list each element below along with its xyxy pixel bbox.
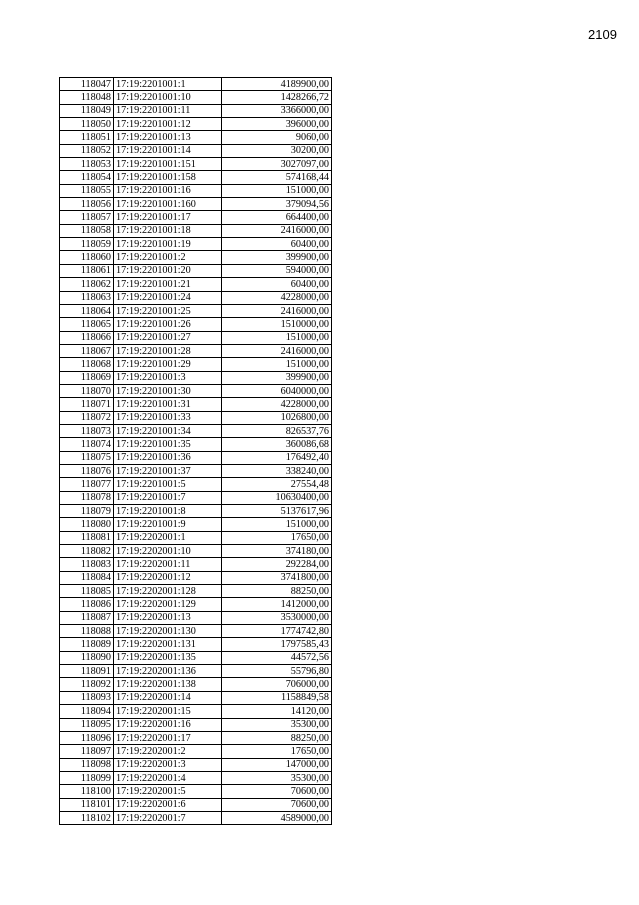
cadastral-value-cell: 147000,00 xyxy=(222,758,332,771)
cadastral-number-cell: 17:19:2202001:11 xyxy=(114,558,222,571)
cadastral-number-cell: 17:19:2201001:3 xyxy=(114,371,222,384)
table-row xyxy=(60,438,332,451)
row-number-cell: 118073 xyxy=(60,424,114,437)
row-number-cell: 118097 xyxy=(60,745,114,758)
row-number-cell: 118057 xyxy=(60,211,114,224)
cadastral-value-cell: 17650,00 xyxy=(222,531,332,544)
table-row xyxy=(60,531,332,544)
row-number-cell: 118052 xyxy=(60,144,114,157)
cadastral-number-cell: 17:19:2201001:33 xyxy=(114,411,222,424)
cadastral-number-cell: 17:19:2202001:10 xyxy=(114,545,222,558)
cadastral-number-cell: 17:19:2202001:4 xyxy=(114,771,222,784)
row-number-cell: 118072 xyxy=(60,411,114,424)
cadastral-number-cell: 17:19:2202001:12 xyxy=(114,571,222,584)
cadastral-number-cell: 17:19:2202001:6 xyxy=(114,798,222,811)
cadastral-value-cell: 151000,00 xyxy=(222,518,332,531)
cadastral-number-cell: 17:19:2202001:16 xyxy=(114,718,222,731)
table-row xyxy=(60,384,332,397)
cadastral-value-cell: 3530000,00 xyxy=(222,611,332,624)
cadastral-number-cell: 17:19:2202001:14 xyxy=(114,691,222,704)
cadastral-value-cell: 1774742,80 xyxy=(222,625,332,638)
cadastral-number-cell: 17:19:2201001:20 xyxy=(114,264,222,277)
cadastral-value-cell: 379094,56 xyxy=(222,198,332,211)
row-number-cell: 118074 xyxy=(60,438,114,451)
cadastral-value-cell: 3741800,00 xyxy=(222,571,332,584)
cadastral-value-cell: 360086,68 xyxy=(222,438,332,451)
cadastral-number-cell: 17:19:2202001:128 xyxy=(114,585,222,598)
row-number-cell: 118069 xyxy=(60,371,114,384)
cadastral-value-cell: 30200,00 xyxy=(222,144,332,157)
cadastral-number-cell: 17:19:2201001:36 xyxy=(114,451,222,464)
cadastral-number-cell: 17:19:2201001:1 xyxy=(114,78,222,91)
cadastral-value-cell: 5137617,96 xyxy=(222,505,332,518)
cadastral-value-cell: 151000,00 xyxy=(222,331,332,344)
cadastral-value-cell: 151000,00 xyxy=(222,358,332,371)
cadastral-number-cell: 17:19:2202001:13 xyxy=(114,611,222,624)
cadastral-value-table xyxy=(59,77,332,825)
row-number-cell: 118099 xyxy=(60,771,114,784)
table-row xyxy=(60,798,332,811)
table-row xyxy=(60,291,332,304)
page-number: 2109 xyxy=(588,27,617,42)
row-number-cell: 118096 xyxy=(60,731,114,744)
table-row xyxy=(60,171,332,184)
table-row xyxy=(60,251,332,264)
cadastral-value-cell: 35300,00 xyxy=(222,718,332,731)
row-number-cell: 118087 xyxy=(60,611,114,624)
cadastral-number-cell: 17:19:2201001:29 xyxy=(114,358,222,371)
row-number-cell: 118068 xyxy=(60,358,114,371)
cadastral-number-cell: 17:19:2202001:129 xyxy=(114,598,222,611)
table-row xyxy=(60,411,332,424)
row-number-cell: 118076 xyxy=(60,464,114,477)
cadastral-number-cell: 17:19:2201001:27 xyxy=(114,331,222,344)
cadastral-value-cell: 374180,00 xyxy=(222,545,332,558)
cadastral-value-cell: 6040000,00 xyxy=(222,384,332,397)
table-row xyxy=(60,184,332,197)
cadastral-number-cell: 17:19:2202001:17 xyxy=(114,731,222,744)
cadastral-number-cell: 17:19:2201001:11 xyxy=(114,104,222,117)
cadastral-value-cell: 1428266,72 xyxy=(222,91,332,104)
cadastral-value-cell: 574168,44 xyxy=(222,171,332,184)
table-row xyxy=(60,424,332,437)
table-row xyxy=(60,638,332,651)
cadastral-number-cell: 17:19:2202001:2 xyxy=(114,745,222,758)
cadastral-value-cell: 292284,00 xyxy=(222,558,332,571)
cadastral-number-cell: 17:19:2201001:37 xyxy=(114,464,222,477)
cadastral-number-cell: 17:19:2201001:7 xyxy=(114,491,222,504)
row-number-cell: 118075 xyxy=(60,451,114,464)
cadastral-value-cell: 88250,00 xyxy=(222,731,332,744)
cadastral-value-cell: 70600,00 xyxy=(222,798,332,811)
row-number-cell: 118077 xyxy=(60,478,114,491)
row-number-cell: 118067 xyxy=(60,344,114,357)
cadastral-value-cell: 826537,76 xyxy=(222,424,332,437)
row-number-cell: 118062 xyxy=(60,278,114,291)
row-number-cell: 118095 xyxy=(60,718,114,731)
row-number-cell: 118089 xyxy=(60,638,114,651)
table-row xyxy=(60,464,332,477)
row-number-cell: 118056 xyxy=(60,198,114,211)
row-number-cell: 118064 xyxy=(60,304,114,317)
cadastral-number-cell: 17:19:2201001:17 xyxy=(114,211,222,224)
cadastral-number-cell: 17:19:2201001:12 xyxy=(114,118,222,131)
table-row xyxy=(60,598,332,611)
row-number-cell: 118100 xyxy=(60,785,114,798)
row-number-cell: 118071 xyxy=(60,398,114,411)
cadastral-number-cell: 17:19:2201001:18 xyxy=(114,224,222,237)
cadastral-number-cell: 17:19:2202001:138 xyxy=(114,678,222,691)
row-number-cell: 118063 xyxy=(60,291,114,304)
cadastral-value-cell: 151000,00 xyxy=(222,184,332,197)
row-number-cell: 118080 xyxy=(60,518,114,531)
table-body xyxy=(60,78,332,825)
row-number-cell: 118058 xyxy=(60,224,114,237)
table-row xyxy=(60,358,332,371)
row-number-cell: 118053 xyxy=(60,158,114,171)
cadastral-value-cell: 35300,00 xyxy=(222,771,332,784)
cadastral-number-cell: 17:19:2201001:16 xyxy=(114,184,222,197)
table-row xyxy=(60,131,332,144)
table-row xyxy=(60,371,332,384)
row-number-cell: 118091 xyxy=(60,665,114,678)
table-row xyxy=(60,144,332,157)
cadastral-value-cell: 1510000,00 xyxy=(222,318,332,331)
cadastral-value-cell: 2416000,00 xyxy=(222,344,332,357)
table-row xyxy=(60,344,332,357)
cadastral-value-cell: 664400,00 xyxy=(222,211,332,224)
table-row xyxy=(60,545,332,558)
cadastral-value-cell: 706000,00 xyxy=(222,678,332,691)
table-row xyxy=(60,318,332,331)
table-row xyxy=(60,691,332,704)
row-number-cell: 118051 xyxy=(60,131,114,144)
cadastral-value-cell: 9060,00 xyxy=(222,131,332,144)
table-row xyxy=(60,78,332,91)
cadastral-number-cell: 17:19:2201001:8 xyxy=(114,505,222,518)
cadastral-number-cell: 17:19:2201001:31 xyxy=(114,398,222,411)
cadastral-value-cell: 1412000,00 xyxy=(222,598,332,611)
row-number-cell: 118098 xyxy=(60,758,114,771)
table-row xyxy=(60,625,332,638)
row-number-cell: 118090 xyxy=(60,651,114,664)
row-number-cell: 118049 xyxy=(60,104,114,117)
table-row xyxy=(60,398,332,411)
cadastral-number-cell: 17:19:2201001:2 xyxy=(114,251,222,264)
table-row xyxy=(60,211,332,224)
cadastral-number-cell: 17:19:2201001:21 xyxy=(114,278,222,291)
cadastral-number-cell: 17:19:2201001:151 xyxy=(114,158,222,171)
cadastral-number-cell: 17:19:2202001:5 xyxy=(114,785,222,798)
cadastral-number-cell: 17:19:2201001:5 xyxy=(114,478,222,491)
table-row xyxy=(60,731,332,744)
row-number-cell: 118065 xyxy=(60,318,114,331)
table-row xyxy=(60,758,332,771)
table-row xyxy=(60,651,332,664)
table-row xyxy=(60,224,332,237)
cadastral-value-cell: 594000,00 xyxy=(222,264,332,277)
row-number-cell: 118088 xyxy=(60,625,114,638)
cadastral-number-cell: 17:19:2201001:13 xyxy=(114,131,222,144)
cadastral-value-cell: 3366000,00 xyxy=(222,104,332,117)
table-row xyxy=(60,585,332,598)
row-number-cell: 118092 xyxy=(60,678,114,691)
cadastral-value-cell: 44572,56 xyxy=(222,651,332,664)
table-row xyxy=(60,118,332,131)
cadastral-number-cell: 17:19:2201001:25 xyxy=(114,304,222,317)
row-number-cell: 118085 xyxy=(60,585,114,598)
cadastral-number-cell: 17:19:2202001:3 xyxy=(114,758,222,771)
cadastral-value-cell: 176492,40 xyxy=(222,451,332,464)
cadastral-value-cell: 1797585,43 xyxy=(222,638,332,651)
cadastral-value-cell: 60400,00 xyxy=(222,278,332,291)
cadastral-value-cell: 396000,00 xyxy=(222,118,332,131)
table-row xyxy=(60,678,332,691)
cadastral-value-cell: 2416000,00 xyxy=(222,224,332,237)
cadastral-number-cell: 17:19:2201001:9 xyxy=(114,518,222,531)
row-number-cell: 118082 xyxy=(60,545,114,558)
cadastral-number-cell: 17:19:2202001:135 xyxy=(114,651,222,664)
table-row xyxy=(60,104,332,117)
cadastral-value-cell: 399900,00 xyxy=(222,251,332,264)
row-number-cell: 118060 xyxy=(60,251,114,264)
row-number-cell: 118083 xyxy=(60,558,114,571)
table-row xyxy=(60,491,332,504)
table-row xyxy=(60,158,332,171)
cadastral-number-cell: 17:19:2201001:10 xyxy=(114,91,222,104)
row-number-cell: 118101 xyxy=(60,798,114,811)
table-row xyxy=(60,304,332,317)
cadastral-value-cell: 55796,80 xyxy=(222,665,332,678)
cadastral-value-cell: 4228000,00 xyxy=(222,398,332,411)
table-row xyxy=(60,571,332,584)
row-number-cell: 118066 xyxy=(60,331,114,344)
row-number-cell: 118079 xyxy=(60,505,114,518)
cadastral-value-cell: 27554,48 xyxy=(222,478,332,491)
table-row xyxy=(60,518,332,531)
table-row xyxy=(60,745,332,758)
table-row xyxy=(60,278,332,291)
cadastral-number-cell: 17:19:2202001:131 xyxy=(114,638,222,651)
row-number-cell: 118059 xyxy=(60,238,114,251)
table-row xyxy=(60,665,332,678)
cadastral-value-cell: 3027097,00 xyxy=(222,158,332,171)
row-number-cell: 118093 xyxy=(60,691,114,704)
cadastral-number-cell: 17:19:2202001:130 xyxy=(114,625,222,638)
cadastral-value-cell: 4589000,00 xyxy=(222,811,332,824)
table-row xyxy=(60,705,332,718)
cadastral-number-cell: 17:19:2202001:136 xyxy=(114,665,222,678)
cadastral-number-cell: 17:19:2201001:28 xyxy=(114,344,222,357)
cadastral-number-cell: 17:19:2202001:7 xyxy=(114,811,222,824)
table-row xyxy=(60,91,332,104)
row-number-cell: 118047 xyxy=(60,78,114,91)
cadastral-number-cell: 17:19:2201001:35 xyxy=(114,438,222,451)
cadastral-number-cell: 17:19:2201001:34 xyxy=(114,424,222,437)
cadastral-value-cell: 1026800,00 xyxy=(222,411,332,424)
cadastral-number-cell: 17:19:2202001:15 xyxy=(114,705,222,718)
cadastral-number-cell: 17:19:2202001:1 xyxy=(114,531,222,544)
row-number-cell: 118048 xyxy=(60,91,114,104)
cadastral-value-cell: 10630400,00 xyxy=(222,491,332,504)
cadastral-value-cell: 399900,00 xyxy=(222,371,332,384)
cadastral-value-cell: 60400,00 xyxy=(222,238,332,251)
cadastral-value-cell: 4189900,00 xyxy=(222,78,332,91)
cadastral-value-cell: 1158849,58 xyxy=(222,691,332,704)
table-row xyxy=(60,811,332,824)
cadastral-value-cell: 14120,00 xyxy=(222,705,332,718)
row-number-cell: 118055 xyxy=(60,184,114,197)
table-row xyxy=(60,451,332,464)
table-row xyxy=(60,505,332,518)
table-row xyxy=(60,718,332,731)
row-number-cell: 118061 xyxy=(60,264,114,277)
table-row xyxy=(60,238,332,251)
table-row xyxy=(60,771,332,784)
cadastral-number-cell: 17:19:2201001:24 xyxy=(114,291,222,304)
cadastral-value-cell: 17650,00 xyxy=(222,745,332,758)
table-row xyxy=(60,785,332,798)
cadastral-number-cell: 17:19:2201001:19 xyxy=(114,238,222,251)
row-number-cell: 118084 xyxy=(60,571,114,584)
row-number-cell: 118054 xyxy=(60,171,114,184)
cadastral-number-cell: 17:19:2201001:158 xyxy=(114,171,222,184)
row-number-cell: 118050 xyxy=(60,118,114,131)
row-number-cell: 118086 xyxy=(60,598,114,611)
table-row xyxy=(60,264,332,277)
row-number-cell: 118094 xyxy=(60,705,114,718)
cadastral-value-cell: 338240,00 xyxy=(222,464,332,477)
cadastral-number-cell: 17:19:2201001:160 xyxy=(114,198,222,211)
table-row xyxy=(60,331,332,344)
cadastral-number-cell: 17:19:2201001:26 xyxy=(114,318,222,331)
table-row xyxy=(60,558,332,571)
cadastral-value-cell: 70600,00 xyxy=(222,785,332,798)
row-number-cell: 118081 xyxy=(60,531,114,544)
cadastral-number-cell: 17:19:2201001:30 xyxy=(114,384,222,397)
cadastral-number-cell: 17:19:2201001:14 xyxy=(114,144,222,157)
cadastral-value-cell: 4228000,00 xyxy=(222,291,332,304)
table-row xyxy=(60,478,332,491)
row-number-cell: 118102 xyxy=(60,811,114,824)
table-row xyxy=(60,611,332,624)
row-number-cell: 118070 xyxy=(60,384,114,397)
row-number-cell: 118078 xyxy=(60,491,114,504)
cadastral-value-cell: 88250,00 xyxy=(222,585,332,598)
cadastral-value-cell: 2416000,00 xyxy=(222,304,332,317)
table-row xyxy=(60,198,332,211)
